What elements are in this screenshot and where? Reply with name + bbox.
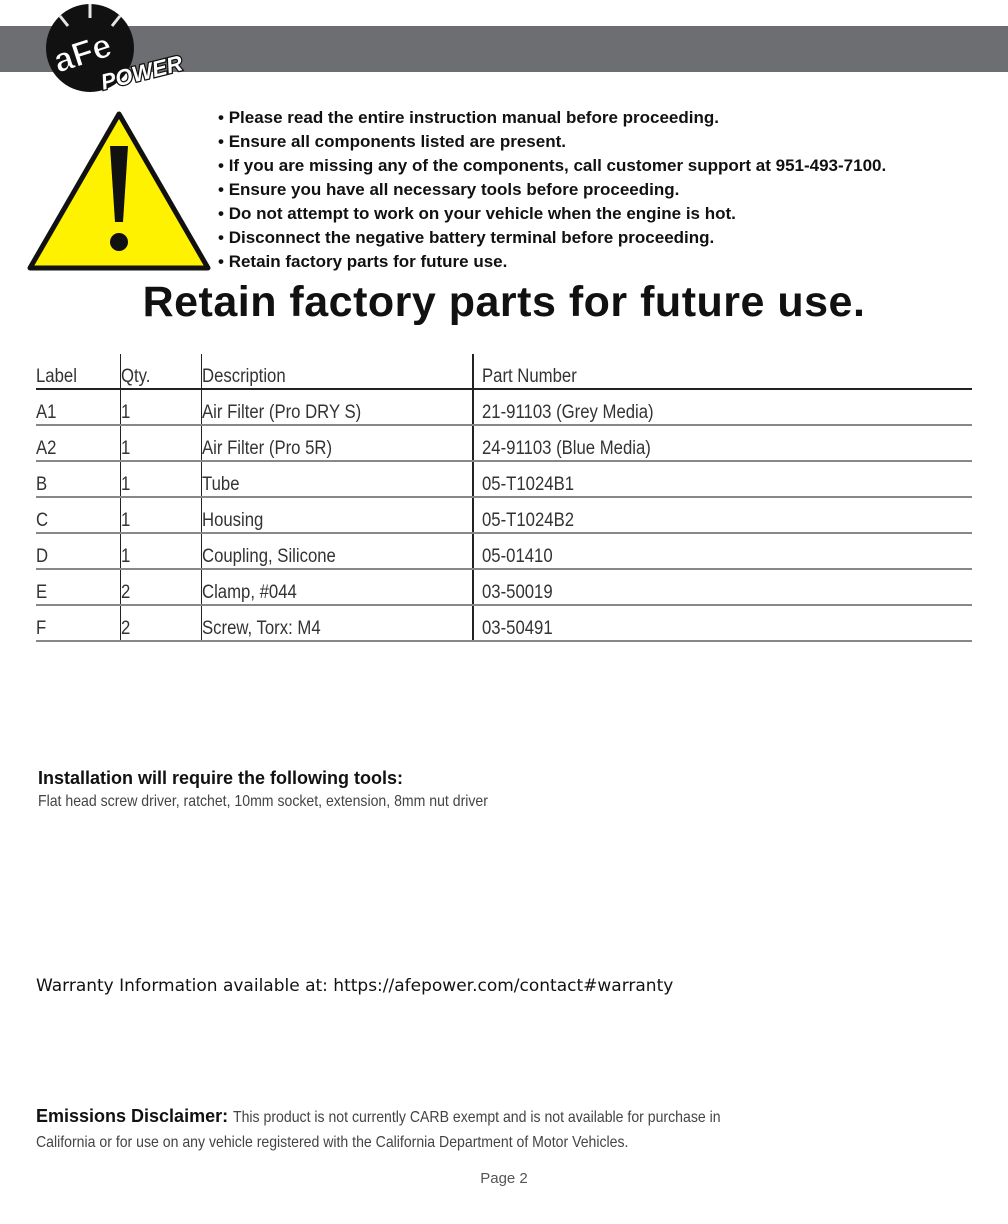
- table-row: [36, 569, 972, 605]
- cell-description: Housing: [202, 497, 474, 533]
- cell-description: Screw, Torx: M4: [202, 605, 474, 641]
- svg-text:aFe: aFe: [48, 26, 117, 81]
- table-row: [36, 425, 972, 461]
- table-row: [36, 605, 972, 641]
- warning-triangle-icon: [24, 108, 214, 274]
- cell-qty: 1: [121, 389, 202, 425]
- afe-power-logo: [42, 2, 202, 98]
- parts-table: [36, 354, 972, 642]
- table-header-row: [36, 354, 972, 389]
- cell-qty: 2: [121, 569, 202, 605]
- cell-part-number: 21-91103 (Grey Media): [473, 389, 972, 425]
- cell-part-number: 24-91103 (Blue Media): [473, 425, 972, 461]
- cell-qty: 1: [121, 461, 202, 497]
- header-description: Description: [202, 354, 474, 389]
- table-row: [36, 533, 972, 569]
- cell-description: Tube: [202, 461, 474, 497]
- cell-description: Clamp, #044: [202, 569, 474, 605]
- cell-part-number: 05-01410: [473, 533, 972, 569]
- cell-qty: 1: [121, 497, 202, 533]
- cell-part-number: 03-50019: [473, 569, 972, 605]
- cell-label: D: [36, 533, 121, 569]
- page-number: Page 2: [480, 1170, 528, 1187]
- cell-qty: 1: [121, 533, 202, 569]
- cell-label: E: [36, 569, 121, 605]
- emissions-line-2: California or for use on any vehicle registered with the California Department of Motor Vehicles.: [36, 1134, 629, 1151]
- warning-item: • Retain factory parts for future use.: [218, 250, 886, 274]
- emissions-lead: Emissions Disclaimer:: [36, 1106, 229, 1126]
- table-row: [36, 389, 972, 425]
- cell-part-number: 05-T1024B1: [473, 461, 972, 497]
- header-qty: Qty.: [121, 354, 202, 389]
- tools-list: Flat head screw driver, ratchet, 10mm socket, extension, 8mm nut driver: [38, 793, 488, 810]
- emissions-disclaimer: [36, 1104, 976, 1155]
- warning-item: • Ensure you have all necessary tools before proceeding.: [218, 178, 886, 202]
- cell-label: F: [36, 605, 121, 641]
- cell-description: Air Filter (Pro DRY S): [202, 389, 474, 425]
- warning-list: [218, 106, 886, 274]
- retain-parts-notice: Retain factory parts for future use.: [142, 278, 866, 326]
- cell-part-number: 05-T1024B2: [473, 497, 972, 533]
- warning-item: • Please read the entire instruction manual before proceeding.: [218, 106, 886, 130]
- warning-item: • Disconnect the negative battery terminal before proceeding.: [218, 226, 886, 250]
- cell-description: Coupling, Silicone: [202, 533, 474, 569]
- warranty-info: Warranty Information available at: https://afepower.com/contact#warranty: [36, 976, 674, 996]
- cell-label: A1: [36, 389, 121, 425]
- tools-title: Installation will require the following tools:: [38, 768, 404, 788]
- cell-qty: 2: [121, 605, 202, 641]
- cell-qty: 1: [121, 425, 202, 461]
- warning-item: • Ensure all components listed are present.: [218, 130, 886, 154]
- emissions-line-1: This product is not currently CARB exempt and is not available for purchase in: [232, 1109, 721, 1126]
- cell-label: C: [36, 497, 121, 533]
- table-row: [36, 461, 972, 497]
- header-part-number: Part Number: [473, 354, 972, 389]
- cell-part-number: 03-50491: [473, 605, 972, 641]
- warning-item: • Do not attempt to work on your vehicle when the engine is hot.: [218, 202, 886, 226]
- cell-description: Air Filter (Pro 5R): [202, 425, 474, 461]
- header-label: Label: [36, 354, 121, 389]
- warning-item: • If you are missing any of the components, call customer support at 951-493-7100.: [218, 154, 886, 178]
- cell-label: B: [36, 461, 121, 497]
- svg-text:POWER: POWER: [98, 50, 186, 95]
- table-row: [36, 497, 972, 533]
- cell-label: A2: [36, 425, 121, 461]
